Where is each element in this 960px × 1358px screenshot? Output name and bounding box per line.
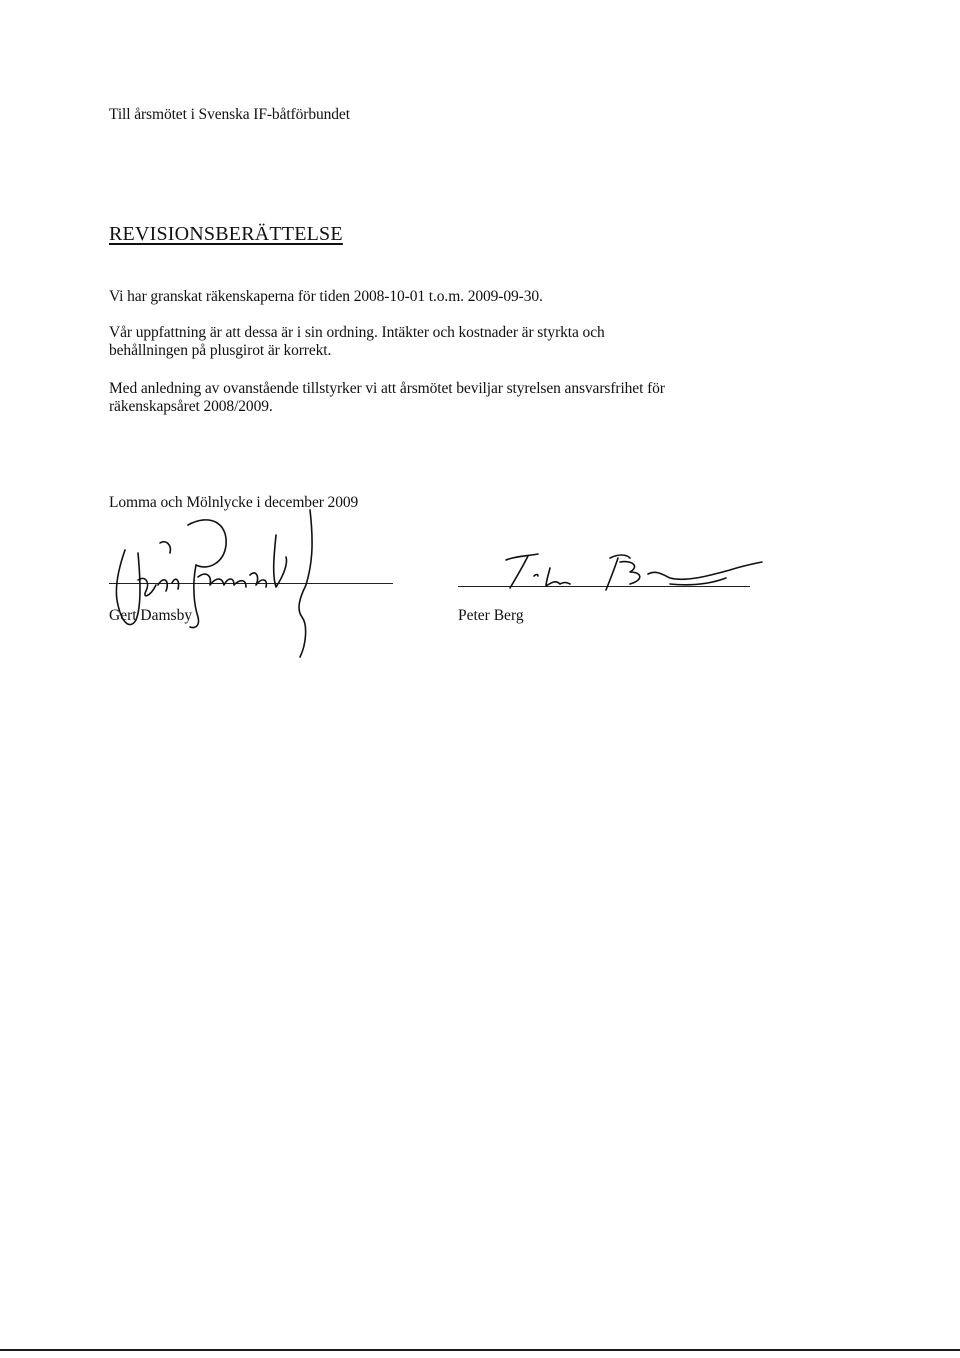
recipient-line: Till årsmötet i Svenska IF-båtförbundet bbox=[109, 106, 350, 123]
paragraph-recommendation-line-1: Med anledning av ovanstående tillstyrker vi att årsmötet beviljar styrelsen ansvarsfrihet för bbox=[109, 380, 665, 397]
paragraph-recommendation-line-2: räkenskapsåret 2008/2009. bbox=[109, 398, 273, 415]
signatory-right-name: Peter Berg bbox=[458, 607, 524, 624]
scan-edge-line bbox=[0, 1349, 960, 1351]
signatory-left-name: Gert Damsby bbox=[109, 607, 193, 624]
paragraph-opinion-line-2: behållningen på plusgirot är korrekt. bbox=[109, 342, 332, 359]
place-and-date: Lomma och Mölnlycke i december 2009 bbox=[109, 494, 359, 511]
paragraph-opinion-line-1: Vår uppfattning är att dessa är i sin ordning. Intäkter och kostnader är styrkta och bbox=[109, 324, 605, 341]
signature-left bbox=[100, 505, 340, 665]
paragraph-period: Vi har granskat räkenskaperna för tiden 2008-10-01 t.o.m. 2009-09-30. bbox=[109, 288, 543, 305]
signature-right bbox=[490, 540, 780, 610]
document-title: REVISIONSBERÄTTELSE bbox=[109, 223, 343, 245]
